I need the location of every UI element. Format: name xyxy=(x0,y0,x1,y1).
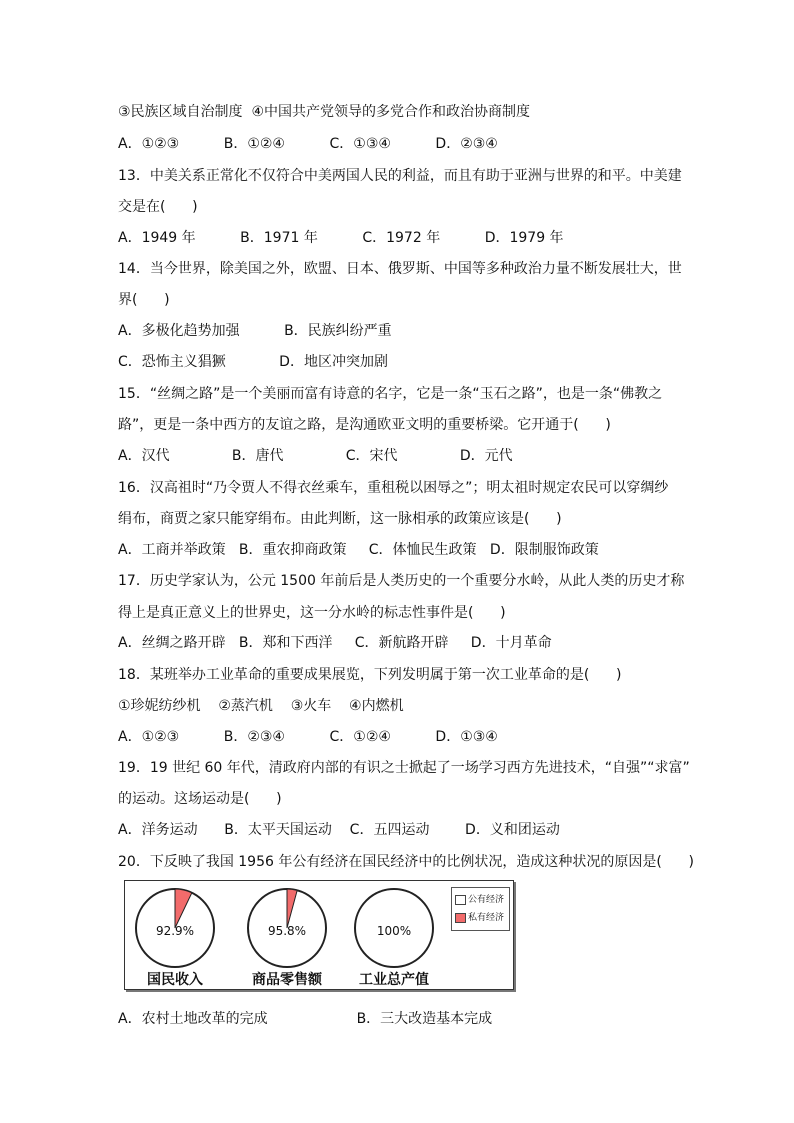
answer-options-20: A．农村土地改革的完成 B．三大改造基本完成 xyxy=(118,1011,493,1027)
question-13-stem-cont: 交是在( ) xyxy=(118,199,198,215)
question-20-stem: 20．下反映了我国 1956 年公有经济在国民经济中的比例状况，造成这种状况的原因是( ) xyxy=(118,854,694,870)
question-15-stem: 15．“丝绸之路”是一个美丽而富有诗意的名字，它是一条“玉石之路”，也是一条“佛教之 xyxy=(118,386,663,402)
question-15-stem-cont: 路”，更是一条中西方的友谊之路，是沟通欧亚文明的重要桥梁。它开通于( ) xyxy=(118,417,611,433)
pie-category-label: 商品零售额 xyxy=(252,972,322,988)
legend-swatch-private xyxy=(455,913,466,923)
pie-chart-figure xyxy=(124,880,514,990)
legend-item-private xyxy=(455,912,504,924)
pie-value-label: 92.9% xyxy=(155,924,195,938)
pie-value-label: 100% xyxy=(376,924,412,938)
answer-options-19: A．洋务运动 B．太平天国运动 C．五四运动 D．义和团运动 xyxy=(118,822,560,838)
answer-options-15: A．汉代 B．唐代 C．宋代 D．元代 xyxy=(118,448,513,464)
legend-label-public: 公有经济 xyxy=(468,895,505,905)
answer-options-16: A．工商并举政策 B．重农抑商政策 C．体恤民生政策 D．限制服饰政策 xyxy=(118,542,599,558)
question-18-items: ①珍妮纺纱机 ②蒸汽机 ③火车 ④内燃机 xyxy=(118,698,404,714)
question-16-stem-cont: 绢布，商贾之家只能穿绢布。由此判断，这一脉相承的政策应该是( ) xyxy=(118,511,562,527)
question-14-stem-cont: 界( ) xyxy=(118,292,170,308)
answer-options-18: A．①②③ B．②③④ C．①②④ D．①③④ xyxy=(118,729,498,745)
pie-category-label: 工业总产值 xyxy=(359,972,429,988)
answer-options-13: A．1949 年 B．1971 年 C．1972 年 D．1979 年 xyxy=(118,230,564,246)
answer-options-17: A．丝绸之路开辟 B．郑和下西洋 C．新航路开辟 D．十月革命 xyxy=(118,635,552,651)
question-17-stem: 17．历史学家认为，公元 1500 年前后是人类历史的一个重要分水岭，从此人类的历史才称 xyxy=(118,573,685,589)
question-18-stem: 18．某班举办工业革命的重要成果展览，下列发明属于第一次工业革命的是( ) xyxy=(118,667,622,683)
answer-options-14-ab: A．多极化趋势加强 B．民族纠纷严重 xyxy=(118,323,392,339)
legend-label-private: 私有经济 xyxy=(468,913,505,923)
pie-value-label: 95.8% xyxy=(267,924,307,938)
option-line: ③民族区域自治制度 ④中国共产党领导的多党合作和政治协商制度 xyxy=(118,104,531,120)
question-19-stem: 19．19 世纪 60 年代，清政府内部的有识之士掀起了一场学习西方先进技术，“自强”“求富” xyxy=(118,760,690,776)
legend-item-public xyxy=(455,894,504,906)
pie-category-label: 国民收入 xyxy=(147,972,203,988)
question-19-stem-cont: 的运动。这场运动是( ) xyxy=(118,791,282,807)
chart-legend xyxy=(451,887,510,931)
question-16-stem: 16．汉高祖时“乃令贾人不得衣丝乘车，重租税以困辱之”；明太祖时规定农民可以穿绸纱 xyxy=(118,480,669,496)
question-13-stem: 13．中美关系正常化不仅符合中美两国人民的利益，而且有助于亚洲与世界的和平。中美建 xyxy=(118,168,682,184)
question-14-stem: 14．当今世界，除美国之外，欧盟、日本、俄罗斯、中国等多种政治力量不断发展壮大，世 xyxy=(118,261,682,277)
answer-options-14-cd: C．恐怖主义猖獗 D．地区冲突加剧 xyxy=(118,354,388,370)
legend-swatch-public xyxy=(455,895,466,905)
question-17-stem-cont: 得上是真正意义上的世界史，这一分水岭的标志性事件是( ) xyxy=(118,605,506,621)
answer-options-12: A．①②③ B．①②④ C．①③④ D．②③④ xyxy=(118,136,498,152)
